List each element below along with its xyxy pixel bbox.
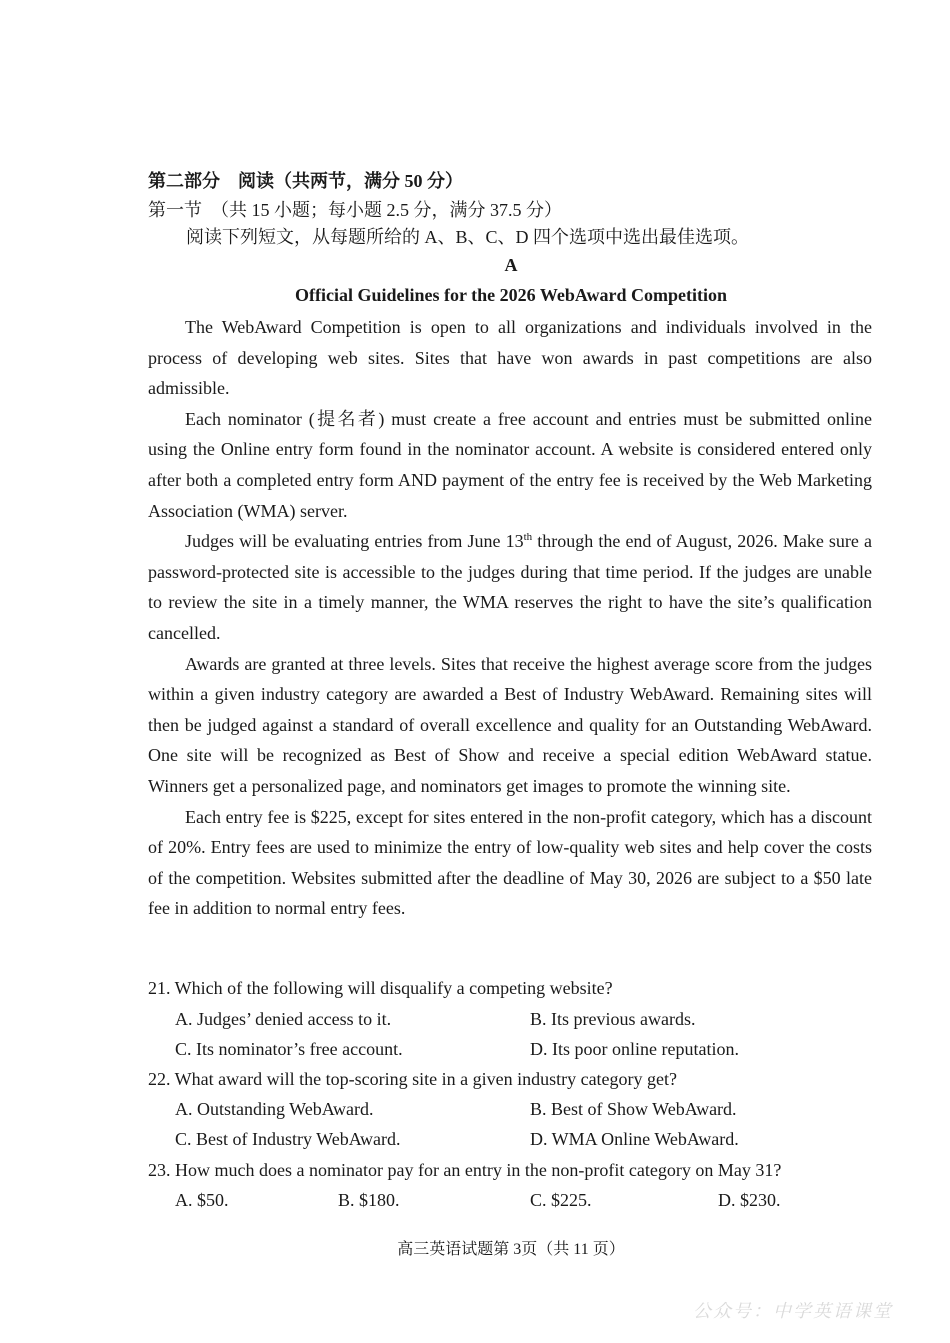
watermark: 公众号：中学英语课堂 <box>693 1301 893 1321</box>
question-21-option-d: D. Its poor online reputation. <box>530 1039 739 1059</box>
paragraph-5: Each entry fee is $225, except for sites entered in the non-profit category, which has a discount of 20%. Entry fees are used to minimize the entry of low-quality web sites and help cover the costs of the competition. Websites submitted after the deadline of May 30, 2026 are subject to a $50 late fee in addition to normal entry fees. <box>148 806 872 919</box>
question-21-option-c: C. Its nominator’s free account. <box>175 1039 403 1059</box>
passage-letter: A <box>504 255 518 275</box>
question-23-option-c: C. $225. <box>530 1190 592 1210</box>
question-21-option-a: A. Judges’ denied access to it. <box>175 1009 392 1029</box>
paragraph-2: Each nominator (提名者) must create a free account and entries must be submitted online using the Online entry form found in the nominator account. A website is considered entered only after both a completed entry form AND payment of the entry fee is received by the Web Marketing Association (WMA) server. <box>148 408 872 521</box>
question-23-stem: 23. How much does a nominator pay for an entry in the non-profit category on May 31? <box>148 1160 782 1180</box>
paragraph-1: The WebAward Competition is open to all organizations and individuals involved in the process of developing web sites. Sites that have won awards in past competitions are also admissible. <box>148 317 872 399</box>
passage-body <box>148 312 872 924</box>
passage-title: Official Guidelines for the 2026 WebAward Competition <box>295 285 727 305</box>
part-heading: 第二部分 阅读（共两节，满分 50 分） <box>148 171 463 191</box>
question-22-option-b: B. Best of Show WebAward. <box>530 1099 737 1119</box>
paragraph-3-start: Judges will be evaluating entries from June 13 <box>185 531 524 552</box>
question-23-option-d: D. $230. <box>718 1190 781 1210</box>
paragraph-3 <box>148 526 872 648</box>
question-22-option-d: D. WMA Online WebAward. <box>530 1129 739 1149</box>
paragraph-4: Awards are granted at three levels. Sites that receive the highest average score from the judges within a given industry category are awarded a Best of Industry WebAward. Remaining sites will then be judged against a standard of overall excellence and quality for an Outstanding WebAward. One site will be recognized as Best of Show and receive a special edition WebAward statue. Winners get a personalized page, and nominators get images to promote the winning site. <box>148 653 872 796</box>
question-21-stem: 21. Which of the following will disqualify a competing website? <box>148 978 613 998</box>
question-22-stem: 22. What award will the top-scoring site in a given industry category get? <box>148 1069 678 1089</box>
question-22-option-c: C. Best of Industry WebAward. <box>175 1129 401 1149</box>
page-footer: 高三英语试题第 3页（共 11 页） <box>397 1241 625 1258</box>
question-21-option-b: B. Its previous awards. <box>530 1009 696 1029</box>
question-23-option-a: A. $50. <box>175 1190 229 1210</box>
ordinal-suffix: th <box>523 531 533 544</box>
section-heading: 第一节 （共 15 小题；每小题 2.5 分，满分 37.5 分） <box>148 200 562 220</box>
question-23-option-b: B. $180. <box>338 1190 400 1210</box>
paragraph-3-end: through the end of August, 2026. Make sure a password-protected site is accessible to the judges during that time period. If the judges are unable to review the site in a timely manner, the WMA reserves the right to have the site’s qualification cancelled. <box>148 531 872 643</box>
question-22-option-a: A. Outstanding WebAward. <box>175 1099 374 1119</box>
instruction-text: 阅读下列短文，从每题所给的 A、B、C、D 四个选项中选出最佳选项。 <box>186 227 750 247</box>
